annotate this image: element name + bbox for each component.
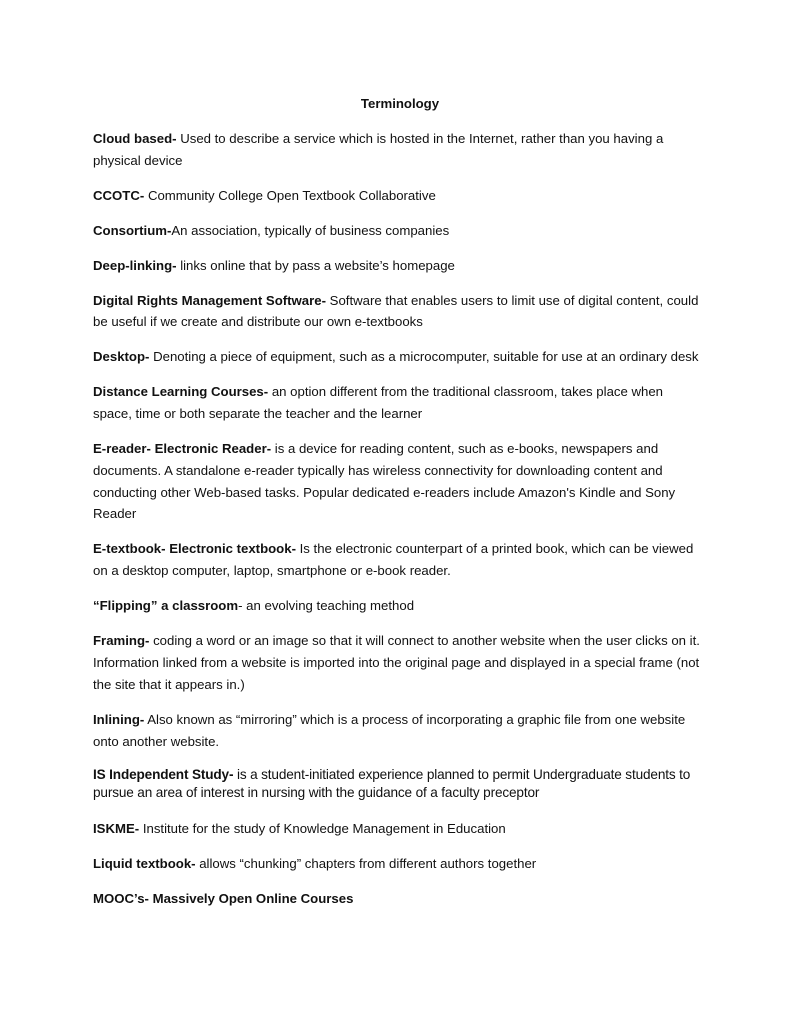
glossary-definition: is a student-initiated experience planned to permit Undergraduate students to pursue an area of interest in nursing with the guidance of a faculty preceptor [93, 766, 691, 801]
glossary-entry-drm-software [93, 290, 703, 334]
glossary-definition: Used to describe a service which is hosted in the Internet, rather than you having a physical device [93, 130, 664, 168]
glossary-definition: Also known as “mirroring” which is a process of incorporating a graphic file from one website onto another website. [93, 711, 686, 749]
glossary-entry-liquid-textbook [93, 853, 703, 875]
glossary-term: Deep-linking- [93, 257, 177, 273]
glossary-definition: Community College Open Textbook Collaborative [144, 187, 436, 203]
glossary-definition: Denoting a piece of equipment, such as a microcomputer, suitable for use at an ordinary desk [149, 349, 699, 365]
glossary-entry-inlining [93, 709, 703, 753]
glossary-entry-cloud-based [93, 128, 703, 172]
glossary-definition: allows “chunking” chapters from different authors together [195, 855, 537, 871]
glossary-entry-moocs [93, 888, 703, 910]
glossary-entry-desktop [93, 346, 703, 368]
glossary-term: E-textbook- Electronic textbook- [93, 541, 296, 557]
glossary-entry-consortium [93, 220, 703, 242]
glossary-term: MOOC’s- Massively Open Online Courses [93, 890, 354, 906]
glossary-term: E-reader- Electronic Reader- [93, 441, 272, 457]
glossary-definition: is a device for reading content, such as e-books, newspapers and documents. A standalone e-reader typically has wireless connectivity for downloading content and conducting other Web-based tasks. Popular dedicated e-readers include Amazon's Kindle and Sony Reader [93, 441, 676, 522]
glossary-entry-flipping-classroom [93, 595, 703, 617]
glossary-definition: links online that by pass a website’s homepage [176, 257, 455, 273]
glossary-term: Distance Learning Courses- [93, 384, 269, 400]
glossary-term: Cloud based- [93, 130, 177, 146]
glossary-entry-distance-learning [93, 381, 703, 425]
glossary-term: Digital Rights Management Software- [93, 292, 327, 308]
glossary-definition: Software that enables users to limit use of digital content, could be useful if we create and distribute our own e-textbooks [93, 292, 699, 330]
glossary-definition: Is the electronic counterpart of a printed book, which can be viewed on a desktop computer, laptop, smartphone or e-book reader. [93, 541, 694, 579]
glossary-term: Consortium- [93, 222, 172, 238]
glossary-term: Inlining- [93, 711, 145, 727]
glossary-term: IS Independent Study- [93, 766, 234, 782]
glossary-definition: Institute for the study of Knowledge Management in Education [139, 820, 506, 836]
glossary-entry-e-reader [93, 438, 703, 525]
glossary-term: ISKME- [93, 820, 140, 836]
glossary-entry-e-textbook [93, 538, 703, 582]
glossary-term: Liquid textbook- [93, 855, 196, 871]
glossary-definition: coding a word or an image so that it will connect to another website when the user clicks on it. Information linked from a website is imported into the original page and displayed in a special frame (not the site that it appears in.) [93, 633, 700, 692]
document-page [93, 93, 703, 923]
glossary-entry-independent-study [93, 766, 703, 803]
glossary-term: “Flipping” a classroom [93, 598, 239, 614]
glossary-entry-framing [93, 630, 703, 695]
glossary-definition: An association, typically of business companies [171, 222, 450, 238]
glossary-term: CCOTC- [93, 187, 145, 203]
glossary-entry-ccotc [93, 185, 703, 207]
glossary-entry-iskme [93, 818, 703, 840]
glossary-definition: an option different from the traditional classroom, takes place when space, time or both separate the teacher and the learner [93, 384, 664, 422]
glossary-term: Desktop- [93, 349, 150, 365]
glossary-definition: - an evolving teaching method [238, 598, 415, 614]
glossary-entry-deep-linking [93, 255, 703, 277]
page-title: Terminology [360, 96, 440, 111]
glossary-term: Framing- [93, 633, 150, 649]
